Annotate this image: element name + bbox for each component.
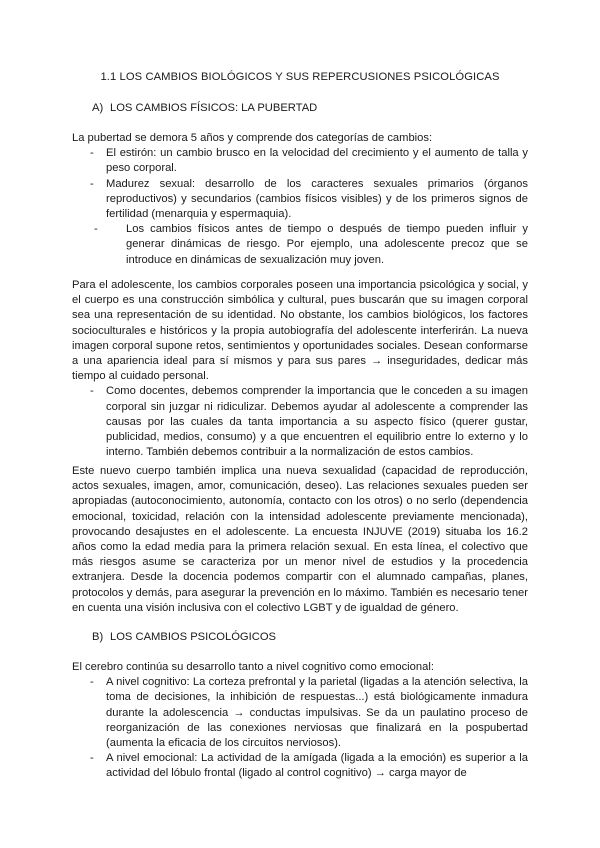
section-a-paragraph-2: [72, 278, 528, 460]
section-b-letter: B): [92, 631, 104, 643]
section-a-paragraph-3: [72, 464, 528, 616]
paragraph: Este nuevo cuerpo también implica una nueva sexualidad (capacidad de reproducción, actos sexuales, imagen, amor, comunicación, deseo). Las relaciones sexuales pueden ser apropiadas (autoconocimiento, autonomía, contacto con los otros) o no serlo (dependencia emocional, toxicidad, relación con la intensidad adolescente previamente mencionada), provocando desajustes en el adolescente. La encuesta INJUVE (2019) situaba los 16.2 años como la edad media para la primera relación sexual. En esta línea, el colectivo que más riesgos asume se caracteriza por un menor nivel de estudios y la procedencia extranjera. Desde la docencia podemos compartir con el alumnado campañas, planes, protocolos y demás, para asegurar la prevención en lo máximo. También es necesario tener en cuenta una visión inclusiva con el colectivo LGBT y de igualdad de género.: [72, 465, 528, 614]
dash-marker: -: [90, 385, 94, 398]
section-b-heading: [92, 630, 276, 645]
list-item: - Madurez sexual: desarrollo de los caracteres sexuales primarios (órganos reproductivos) y secundarios (cambios físicos visibles) y de los primeros signos de fertilidad (menarquia y espermaquia). - Los cambios físicos antes de tiempo o después de tiempo pueden influir y generar dinámicas de riesgo. Por ejemplo, una adolescente precoz que se introduce en dinámicas de sexualización muy joven.: [72, 177, 528, 268]
sublist-item: - Los cambios físicos antes de tiempo o después de tiempo pueden influir y generar dinámicas de riesgo. Por ejemplo, una adolescente precoz que se introduce en dinámicas de sexualización muy joven.: [94, 223, 528, 266]
section-b-title: LOS CAMBIOS PSICOLÓGICOS: [110, 631, 276, 643]
dash-marker: -: [90, 177, 94, 190]
section-a-list-2: [72, 384, 528, 460]
dash-marker: -: [94, 223, 98, 236]
paragraph: Para el adolescente, los cambios corporales poseen una importancia psicológica y social, y el cuerpo es una construcción simbólica y cultural, pues buscarán que su imagen corporal sea una representación de su identidad. No obstante, los cambios biológicos, los factores socioculturales e históricos y la propia autobiografía del adolescente interferirán. La nueva imagen corporal supone retos, sentimientos y oportunidades sociales. Desean conformarse a una apariencia ideal para sí mismos y para sus pares → inseguridades, dedicar más tiempo al cuidado personal.: [72, 279, 528, 383]
section-a-intro: La pubertad se demora 5 años y comprende dos categorías de cambios:: [72, 132, 433, 144]
dash-marker: -: [90, 752, 94, 765]
dash-marker: -: [90, 147, 94, 160]
section-a-list: [72, 146, 528, 268]
section-a-letter: A): [92, 102, 104, 114]
section-a-title: LOS CAMBIOS FÍSICOS: LA PUBERTAD: [110, 102, 318, 114]
section-b-list: [72, 675, 528, 781]
section-b-intro: El cerebro continúa su desarrollo tanto a nivel cognitivo como emocional:: [72, 661, 434, 673]
document-title: 1.1 LOS CAMBIOS BIOLÓGICOS Y SUS REPERCUSIONES PSICOLÓGICAS: [100, 71, 500, 83]
section-a-heading: [92, 101, 317, 116]
section-b-body: [72, 660, 528, 782]
list-item: - El estirón: un cambio brusco en la velocidad del crecimiento y el aumento de talla y peso corporal.: [90, 147, 528, 175]
list-item: - A nivel cognitivo: La corteza prefrontal y la parietal (ligadas a la atención selectiva, la toma de decisiones, la inhibición de respuestas...) está biológicamente inmadura durante la adolescencia → conductas impulsivas. Se da un paulatino proceso de reorganización de las conexiones nerviosas que finalizará en la pospubertad (aumenta la eficacia de los circuitos nerviosos).: [90, 676, 528, 750]
section-a-body: [72, 131, 528, 268]
list-item: - Como docentes, debemos comprender la importancia que le conceden a su imagen corporal sin juzgar ni ridiculizar. Debemos ayudar al adolescente a comprender las causas por las cuales da tanta importancia a su aspecto físico (querer gustar, publicidad, medios, consumo) y a que encuentren el equilibrio entre lo externo y lo interno. También debemos contribuir a la normalización de estos cambios.: [90, 385, 528, 459]
section-a-sublist: [94, 222, 528, 268]
list-item: - A nivel emocional: La actividad de la amígada (ligada a la emoción) es superior a la actividad del lóbulo frontal (ligado al control cognitivo) → carga mayor de: [90, 752, 528, 780]
dash-marker: -: [90, 676, 94, 689]
